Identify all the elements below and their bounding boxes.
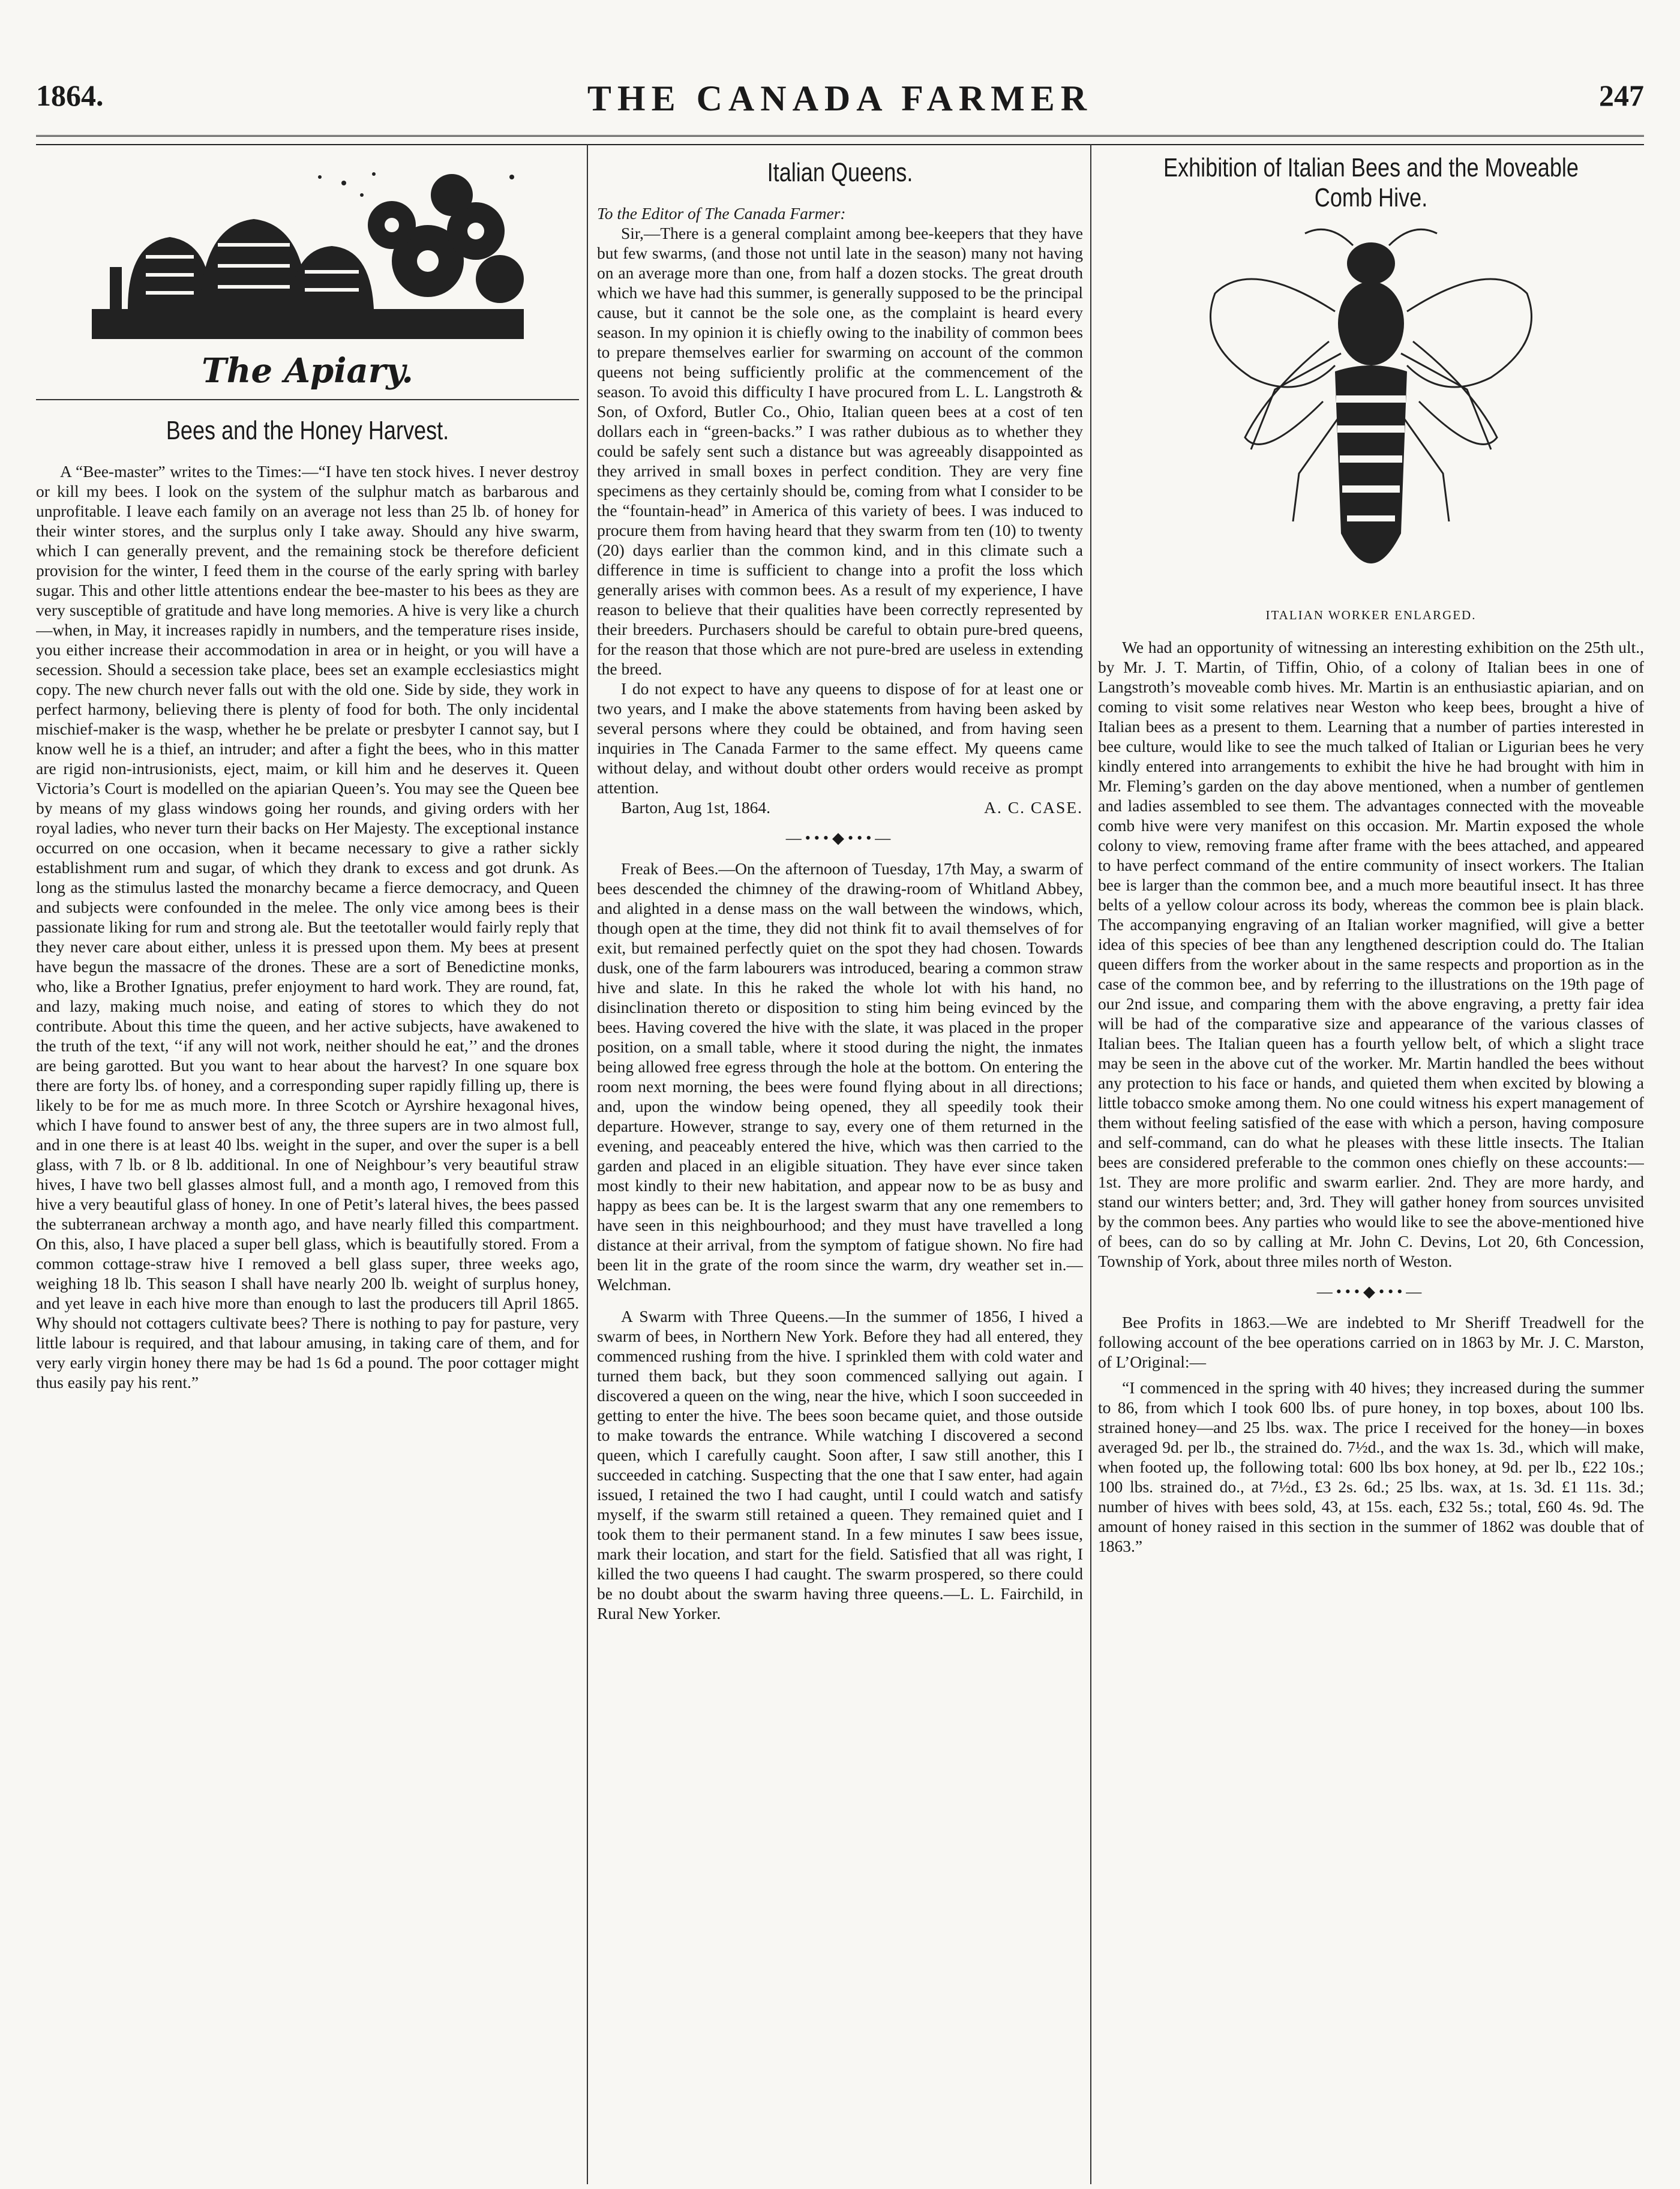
article-paragraph: I do not expect to have any queens to dispose of for at least one or two years, and I make the above statements from having been asked by several persons where they could be obtained, and from having seen inquiries in The Canada Farmer to the same effect. My queens came without delay, and without doubt other orders would receive as prompt attention. (597, 679, 1083, 797)
article-paragraph: A “Bee-master” writes to the Times:—“I have ten stock hives. I never destroy or kill my bees. I look on the system of the sulphur match as barbarous and unprofitable. I leave each family on an average not less than 25 lb. of honey for their winter stores, and the surplus only I take away. Should any hive swarm, which I can generally prevent, and the remaining stock be therefore deficient provision for the winter, I feed them in the course of the early spring with barley sugar. This and other little attentions endear the bee-master to his bees as they are very susceptible of gratitude and have long memories. A hive is very like a church—when, in May, it increases rapidly in numbers, and the temperature rises inside, you either increase their accommodation in area or in height, or you will have a secession. Should a secession take place, bees set an example ecclesiastics might copy. The new church never falls out with the old one. Side by side, they work in perfect harmony, believing there is plenty of food for both. The only incidental mischief-maker is the wasp, whether he be prelate or presbyter I cannot say, but I know well he is a thief, an intruder; and after a fight the bees, who in this matter are rigid non-intrusionists, eject, maim, or kill him and he deserves it. Queen Victoria’s Court is modelled on the apiarian Queen’s. You may see the Queen bee by means of my glass windows going her rounds, and giving orders with her royal ladies, who never turn their backs on Her Majesty. The exceptional instance occurred on one occasion, when it became necessary to give a rather sickly establishment rum and sugar, of which they drank to excess and got drunk. As long as the stimulus lasted the monarchy became a fierce democracy, and Queen and subjects were confounded in the melee. The only vice among bees is their passionate liking for rum and strong ale. But the teetotaller would fairly reply that they never care about either, unless it is pressed upon them. My bees at present have begun the massacre of the drones. These are a sort of Benedictine monks, who, like a Brother Ignatius, prefer enjoyment to hard work. They are round, fat, and lazy, making much noise, and eating of stores to which they do not contribute. About this time the queen, and her active subjects, have awakened to the truth of the text, ‘‘if any will not work, neither should he eat,’’ and the drones are being garotted. But you want to hear about the harvest? In one square box there are forty lbs. of honey, and a corresponding super rapidly filling up, there is likely to be for me as much more. In three Scotch or Ayrshire hexagonal hives, which I have found to answer best of any, the three supers are in two almost full, and in one there is at least 40 lbs. weight in the super, and over the super is a bell glass, with 7 lb. or 8 lb. additional. In one of Neighbour’s very beautiful straw hives, I have two bell glasses almost full, and a month ago, I removed from this hive a very beautiful glass of honey. In one of Petit’s lateral hives, the bees passed the subterranean archway a month ago, and have nearly filled this compartment. On this, also, I have placed a super bell glass, which is beautifully stored. From a common cottage-straw hive I removed a bell glass super, three weeks ago, weighing 18 lb. This season I shall have nearly 200 lb. weight of surplus honey, and yet leave in each hive more than enough to last the producers till April 1865. Why should not cottagers cultivate bees? There is nothing to pay for pasture, very little labour is required, and that labour amusing, in taking care of them, and for very early virgin honey there may be had 1s 6d a pound. The poor cottager might thus easily pay his rent.” (36, 462, 579, 1392)
header-year: 1864. (36, 79, 104, 112)
article-body (36, 461, 579, 1392)
bee-illustration (1179, 221, 1563, 605)
masthead-title: THE CANADA FARMER (587, 79, 1093, 118)
salutation: To the Editor of The Canada Farmer: (597, 204, 846, 223)
article-title: Exhibition of Italian Bees and the Moveable Comb Hive. (1163, 153, 1579, 212)
column-2 (597, 153, 1083, 2181)
quoted-paragraph: “I commenced in the spring with 40 hives; they increased during the summer to 86, from which I took 600 lbs. of pure honey, in top boxes, about 100 lbs. strained honey—and 25 lbs. wax. The price I received for the honey—in boxes averaged 9d. per lb., the strained do. 7½d., and the wax 1s. 3d., which will make, when footed up, the following total: 600 lbs box honey, at 9d. per lb., £22 10s.; 100 lbs. strained do., at 7½d., £3 2s. 6d.; 25 lbs. wax, at 1s. 3d. £1 11s. 3d.; number of hives with bees sold, 43, at 15s. each, £32 5s.; total, £60 4s. 9d. The amount of honey raised in this section in the summer of 1862 was double that of 1863.” (1098, 1378, 1644, 1555)
article-body (597, 203, 1083, 1623)
article-paragraph: Bee Profits in 1863.—We are indebted to Mr Sheriff Treadwell for the following account of the bee operations carried on in 1863 by Mr. J. C. Marston, of L’Original:— (1098, 1313, 1644, 1371)
illustration-caption: ITALIAN WORKER ENLARGED. (1265, 608, 1477, 622)
signature: A. C. CASE. (984, 798, 1083, 817)
article-paragraph: Sir,—There is a general complaint among bee-keepers that they have but few swarms, (and those not until late in the season) many not having on an average more than one, from half a dozen stocks. The great drouth which we have had this summer, is generally supposed to be the principal cause, but it cannot be the sole one, as the complaint is heard every season. In my opinion it is chiefly owing to the inability of common bees to prepare themselves earlier for swarming on account of the common queens not being sufficiently prolific at the commencement of the season. To avoid this difficulty I have procured from L. L. Langstroth & Son, of Oxford, Butler Co., Ohio, Italian queen bees at a cost of ten dollars each in “green-backs.” I was rather dubious as to whether they could be safely sent such a distance but was agreeably disappointed as they arrived in small boxes in perfect condition. They are very fine specimens as they certainly should be, coming from what I consider to be the “fountain-head” in America of this variety of bees. I was induced to procure them from having heard that they swarm from ten (10) to twenty (20) days earlier than the common kind, and in this climate such a difference in time is sufficient to change into a profit the loss which generally arises with common bees. As a result of my experience, I have reason to believe that their qualities have been correctly represented by their breeders. Purchasers should be careful to obtain pure-bred queens, for the reason that those which are not pure-bred are useless in extending the breed. (597, 224, 1083, 678)
article-body (1098, 637, 1644, 1556)
article-paragraph: We had an opportunity of witnessing an interesting exhibition on the 25th ult., by Mr. J. T. Martin, of Tiffin, Ohio, of a colony of Italian bees in one of Langstroth’s moveable comb hives. Mr. Martin is an enthusiastic apiarian, and on coming to visit some relatives near Weston who keep bees, brought a hive of Italian bees as a present to them. Learning that a number of parties interested in bee culture, would like to see the much talked of Italian or Ligurian bees he very kindly entered into arrangements to exhibit the hive he had brought with him in Mr. Fleming’s garden on the day above mentioned, when a number of gentlemen and ladies assembled to see them. The advantages connected with the moveable comb hive were very manifest on this occasion. Mr. Martin exposed the whole colony to view, removing frame after frame with the bees attached, and appeared to have perfect command of the entire community of insect workers. The Italian bee is larger than the common bee, and a much more beautiful insect. It has three belts of a yellow colour across its body, whereas the common bee is plain black. The accompanying engraving of an Italian worker magnified, will give a better idea of this species of bee than any lengthened description could do. The Italian queen differs from the worker about in the same respects and proportion as in the case of the common bee, and by referring to the illustrations on the 19th page of our 2nd issue, and comparing them with the above engraving, a pretty fair idea will be had of the comparative size and appearance of the various classes of Italian bees. The Italian queen has a fourth yellow belt, of which a slight trace may be seen in the above cut of the worker. Mr. Martin handled the bees without any protection to his face or hands, and quieted them when excited by blowing a little tobacco smoke among them. No one could witness his expert management of them without feeling satisfied of the ease with which a person, having composure and self-command, can do what he pleases with these little insects. The Italian bees are considered preferable to the common ones chiefly on these accounts:— 1st. They are more prolific and swarm earlier. 2nd. They are more hardy, and stand our winters better; and, 3rd. They will gather honey from sources unvisited by the common bees. Any parties who would like to see the above-mentioned hive of bees, can do so by calling at Mr. John C. Devins, Lot 20, 6th Concession, Township of York, about three miles north of Weston. (1098, 638, 1644, 1270)
separator: —•••◆•••— (785, 829, 895, 847)
dateline-row (597, 797, 1083, 817)
page-header (36, 78, 1644, 138)
section-title: The Apiary. (202, 351, 413, 391)
article-title: Italian Queens. (767, 158, 913, 187)
column-divider (587, 144, 588, 2184)
header-rule (36, 135, 1644, 137)
dateline: Barton, Aug 1st, 1864. (621, 798, 771, 817)
column-3 (1098, 153, 1644, 2181)
column-1 (36, 153, 579, 2181)
header-rule-inner (36, 144, 1644, 145)
separator: —•••◆•••— (1316, 1283, 1426, 1300)
column-divider (1090, 144, 1091, 2184)
article-title: Bees and the Honey Harvest. (166, 416, 449, 445)
section-rule (36, 399, 579, 400)
article-paragraph: A Swarm with Three Queens.—In the summer of 1856, I hived a swarm of bees, in Northern New York. Before they had all entered, they commenced rushing from the hive. I sprinkled them with cold water and turned them back, but they soon commenced sallying out again. I discovered a queen on the wing, near the hive, which I soon succeeded in getting to enter the hive. The bees soon became quiet, and those outside to make towards the entrance. While watching I discovered a second queen, which I carefully caught. Soon after, I saw still another, this I succeeded in catching. Suspecting that the one that I saw enter, had again issued, I retained the two I had caught, until I could watch and satisfy myself, if the swarm still retained a queen. They remained quiet and I took them to their permanent stand. In a few minutes I saw bees issue, mark their location, and start for the field. Satisfied that all was right, I killed the two queens I had caught. The swarm prospered, so there could be no doubt about the swarm having three queens.—L. L. Fairchild, in Rural New Yorker. (597, 1307, 1083, 1623)
apiary-illustration (92, 159, 524, 339)
page-number: 247 (1599, 79, 1644, 112)
article-paragraph: Freak of Bees.—On the afternoon of Tuesday, 17th May, a swarm of bees descended the chimney of the drawing-room of Whitland Abbey, and alighted in a dense mass on the wall between the windows, which, though open at the time, they did not think fit to avail themselves of for exit, but remained perfectly quiet on the spot they had chosen. Towards dusk, one of the farm labourers was introduced, bearing a common straw hive and slate. In this he raked the whole lot with his hand, no disinclination thereto or disposition to sting him being evinced by the bees. Having covered the hive with the slate, it was placed in the proper position, on a small table, where it stood during the night, the inmates being allowed free egress through the hole at the bottom. On entering the room next morning, the bees were found flying about in all directions; and, upon the window being opened, they all speedily took their departure. However, strange to say, every one of them returned in the evening, and peaceably entered the hive, which was then carried to the garden and placed in an eligible situation. They have ever since taken most kindly to their new habitation, and appear now to be as busy and happy as bees can be. It is the largest swarm that any one remembers to have seen in this neighbourhood; and they must have travelled a long distance at their arrival, from the symptom of fatigue shown. No fire had been lit in the grate of the room since the warm, dry weather set in.—Welchman. (597, 859, 1083, 1294)
